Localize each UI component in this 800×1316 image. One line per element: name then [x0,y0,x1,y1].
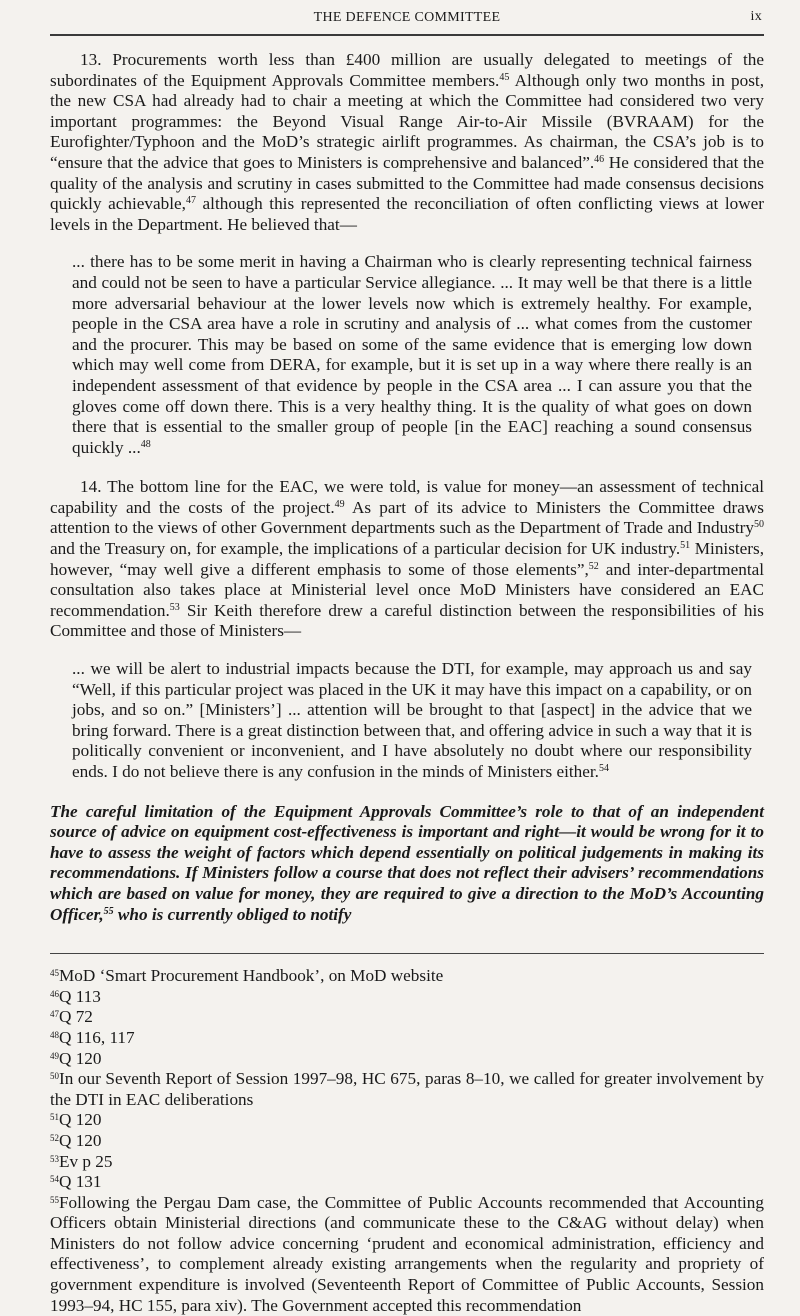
block-quote: ... we will be alert to industrial impacts because the DTI, for example, may approach us and say “Well, if this particular project was placed in the UK it may have this impact on a capability, or on jobs, and so on.” [Ministers’] ... attention will be brought to that [aspect] in the advice that we bring forward. There is a great distinction between that, and offering advice in such a way that it is politically convenient or inconvenient, and I have absolutely no doubt where our responsibility ends. I do not believe there is any confusion in the minds of Ministers either.$^{54}$ [72,659,752,781]
footnote: $^{46}$Q 113 [50,986,101,1006]
footnote-ref[interactable]: 52 [588,560,599,572]
footnote: $^{48}$Q 116, 117 [50,1027,135,1047]
body-text [50,50,764,925]
footnote-ref[interactable]: 46 [594,153,605,165]
footnote-ref[interactable]: 54 [598,763,609,774]
paragraph-number: 14. [80,477,102,497]
footnote: $^{45}$MoD ‘Smart Procurement Handbook’, on MoD website [50,966,444,986]
paragraph-14: 14. The bottom line for the EAC, we were told, is value for money—an assessment of technical capability and the costs of the project.$^{49}$ As part of its advice to Ministers the Committee draws attention to the views of other Government departments such as the Department of Trade and Industry$^{50}$ and the Treasury on, for example, the implications of a particular decision for UK industry.$^{51}$ Ministers, however, “may well give a different emphasis to some of those elements”,$^{52}$ and inter-departmental consultation also takes place at Ministerial level once MoD Ministers have considered an EAC recommendation.$^{53}$ Sir Keith therefore drew a careful distinction between the responsibilities of his Committee and those of Ministers— [50,477,765,641]
footnote: $^{55}$Following the Pergau Dam case, the Committee of Public Accounts recommended that Accounting Officers obtain Ministerial directions (and communicate these to the C&AG without delay) when Ministers do not follow advice concerning ‘prudent and economical administration, efficiency and effectiveness’, to complement already existing arrangements when the regularity and propriety of government expenditure is involved (Seventeenth Report of Committee of Public Accounts, Session 1993–94, HC 155, para xiv). The Government accepted this recommendation [50,1192,764,1315]
running-head [50,0,764,30]
footnote-ref[interactable]: 51 [680,540,691,552]
footnote-ref[interactable]: 47 [185,195,196,207]
paragraph-number: 13. [80,50,102,69]
footnote-ref[interactable]: 55 [103,905,114,917]
footnote: $^{54}$Q 131 [50,1172,102,1192]
running-title: THE DEFENCE COMMITTEE [313,10,501,25]
footnote: $^{49}$Q 120 [50,1048,102,1068]
conclusion-paragraph: The careful limitation of the Equipment Approvals Committee’s role to that of an independent source of advice on equipment cost-effectiveness is important and right—it would be wrong for it to have to assess the weight of factors which depend essentially on political judgements in making its recommendations. If Ministers follow a course that does not reflect their advisers’ recommendations which are based on value for money, they are required to give a direction to the MoD’s Accounting Officer,$^{55}$ who is currently obliged to notify [50,801,764,924]
footnotes [50,966,764,1316]
footnote-ref[interactable]: 48 [140,438,151,450]
footnote: $^{51}$Q 120 [50,1110,102,1130]
footnote: $^{50}$In our Seventh Report of Session 1997–98, HC 675, paras 8–10, we called for greater involvement by the DTI in EAC deliberations [50,1069,764,1109]
footnote: $^{47}$Q 72 [50,1007,93,1027]
footnote-rule [50,953,764,954]
paragraph-13: 13. Procurements worth less than £400 million are usually delegated to meetings of the subordinates of the Equipment Approvals Committee members.$^{45}$ Although only two months in post, the new CSA had already had to chair a meeting at which the Committee had considered two very important programmes: the Beyond Visual Range Air-to-Air Missile (BVRAAM) for the Eurofighter/Typhoon and the MoD’s strategic airlift programmes. As chairman, the CSA’s job is to “ensure that the advice that goes to Ministers is comprehensive and balanced”.$^{46}$ He considered that the quality of the analysis and scrutiny in cases submitted to the Committee had made consensus decisions quickly achievable,$^{47}$ although this represented the reconciliation of often conflicting views at lower levels in the Department. He believed that— [50,50,764,234]
footnote: $^{52}$Q 120 [50,1130,102,1150]
block-quote: ... there has to be some merit in having a Chairman who is clearly representing technical fairness and could not be seen to have a particular Service allegiance. ... It may well be that there is a little more adversarial behaviour at the lower levels now which is extremely healthy. For example, people in the CSA area have a role in scrutiny and analysis of ... what comes from the customer and the procurer. This may be based on some of the same evidence that is emerging low down which may well come from DERA, for example, but it is set up in a way where there really is an independent assessment of that evidence by people in the CSA area ... I can assure you that the gloves come off down there. This is a very healthy thing. It is the quality of what goes on down there that is essential to the smaller group of people [in the EAC] reaching a sound consensus quickly ...$^{48}$ [72,252,752,457]
footnote-ref[interactable]: 53 [169,601,180,613]
footnote-ref[interactable]: 45 [499,71,510,83]
header-rule [50,34,764,36]
footnote-ref[interactable]: 50 [754,519,764,531]
footnote-ref[interactable]: 49 [334,498,345,510]
footnote: $^{53}$Ev p 25 [50,1151,113,1171]
page-number: ix [750,9,762,24]
